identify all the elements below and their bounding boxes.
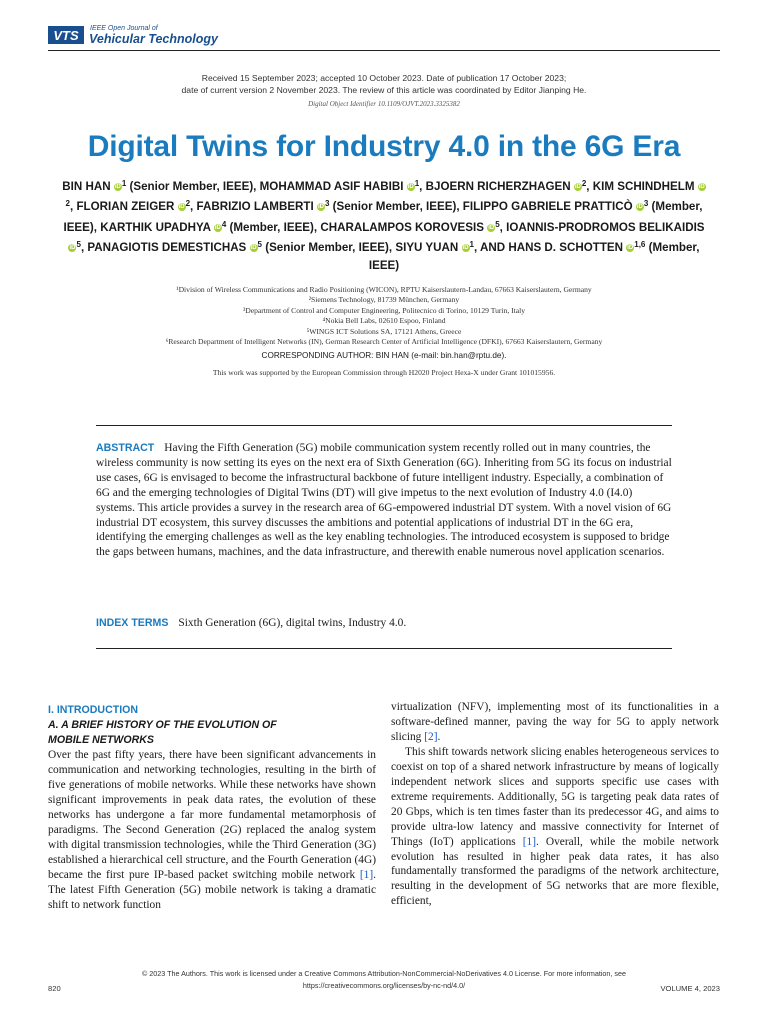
author xyxy=(100,221,317,234)
received-line-2: date of current version 2 November 2023. The review of this article was coordinated by Editor Jianping He. xyxy=(181,85,587,95)
orcid-icon[interactable]: iD xyxy=(627,245,634,252)
subsection-heading-line-1: A. A BRIEF HISTORY OF THE EVOLUTION OF xyxy=(48,719,277,731)
orcid-icon[interactable]: iD xyxy=(574,184,581,190)
subsection-heading-line-2: MOBILE NETWORKS xyxy=(48,734,154,746)
intro-paragraph xyxy=(48,748,376,912)
author-name: IOANNIS-PRODROMOS BELIKAIDIS xyxy=(506,220,705,234)
orcid-icon[interactable]: iD xyxy=(462,245,469,252)
abstract-rule-top xyxy=(96,425,672,426)
author-suffix: (Senior Member, IEEE), xyxy=(126,180,257,193)
paper-title: Digital Twins for Industry 4.0 in the 6G Era xyxy=(87,130,681,163)
intro-text-a: Over the past fifty years, there have been significant advancements in communication and networking technologies, resulting in the birth of five generations of mobile networks. While these networks have shown significant improvements in peak data rates, the evolution of these networks has undergone a far more fundamental metamorphosis of paradigms. The Second Generation (2G) replaced the analog system with digital transmission technologies, while the Third Generation (3G) established a hierarchical cell structure, and the Fourth Generation (4G) became the first pure IP-based packet switching mobile network xyxy=(48,749,376,881)
left-column xyxy=(48,703,376,912)
author-suffix: (Member, IEEE) xyxy=(368,241,700,272)
author xyxy=(62,180,256,193)
author-suffix: , xyxy=(586,180,590,193)
right-text-2b: . Overall, while the mobile network evolution has resulted in higher peak data rates, it has also fundamentally transformed the paradigms of the network architecture, resulting in the development of 5G networks that are more flexible, efficient, xyxy=(391,835,719,908)
affiliation-marker: 2 xyxy=(185,199,191,209)
orcid-icon[interactable]: iD xyxy=(407,184,414,190)
affiliation: ⁶Research Department of Intelligent Networks (IN), German Research Center of Artificial Intelligence (DFKI), 67663 Kaiserslautern, Germany xyxy=(165,337,603,347)
affiliation-marker: 1 xyxy=(414,179,420,188)
affiliation-marker: 3 xyxy=(324,199,330,209)
affiliation-marker: 2 xyxy=(65,199,70,209)
author-name: FLORIAN ZEIGER xyxy=(76,200,175,214)
orcid-icon[interactable]: iD xyxy=(214,224,221,231)
author-name: FABRIZIO LAMBERTI xyxy=(196,200,314,214)
index-terms-label: INDEX TERMS xyxy=(96,617,169,629)
affiliation-marker: 2 xyxy=(581,179,587,188)
author-suffix: , xyxy=(190,200,194,214)
right-text-1a: virtualization (NFV), implementing most of its functionalities in a software-defined manner, paving the way for 5G to apply network slicing xyxy=(391,701,719,743)
header-rule xyxy=(48,50,720,51)
author-name: KARTHIK UPADHYA xyxy=(100,220,211,234)
volume-label: VOLUME 4, 2023 xyxy=(660,984,720,993)
author-suffix: , xyxy=(69,200,74,214)
author-suffix: , xyxy=(473,241,478,255)
right-text-1b: . xyxy=(437,730,441,743)
author-suffix: , xyxy=(499,220,503,234)
logo-text: VTS xyxy=(53,28,79,43)
doi: Digital Object Identifier 10.1109/OJVT.2023.3325382 xyxy=(308,100,460,108)
author-suffix: (Member, IEEE), xyxy=(63,200,703,234)
abstract-rule-bottom xyxy=(96,648,672,649)
license-line-1: © 2023 The Authors. This work is licensed under a Creative Commons Attribution-NonCommercial-NoDerivatives 4.0 License. For more information, see xyxy=(141,969,626,978)
affiliation: ¹Division of Wireless Communications and Radio Positioning (WICON), RPTU Kaiserslautern-Landau, 67663 Kaiserslautern, Germany xyxy=(176,285,592,294)
index-terms-text: Sixth Generation (6G), digital twins, Industry 4.0. xyxy=(178,617,407,629)
journal-prefix: IEEE Open Journal of xyxy=(90,25,158,32)
affiliation: ⁴Nokia Bell Labs, 02610 Espoo, Finland xyxy=(322,316,446,326)
affiliation-marker: 1,6 xyxy=(634,240,646,250)
affiliation-marker: 5 xyxy=(257,240,262,250)
author-suffix: (Senior Member, IEEE), xyxy=(261,241,393,255)
affiliations xyxy=(80,285,688,347)
orcid-icon[interactable]: iD xyxy=(250,245,257,252)
received-info xyxy=(100,72,668,96)
orcid-icon[interactable]: iD xyxy=(698,184,705,190)
corresponding-author: CORRESPONDING AUTHOR: BIN HAN (e-mail: bin.han@rptu.de). xyxy=(261,351,507,360)
author-name: AND HANS D. SCHOTTEN xyxy=(480,241,624,255)
abstract-label: ABSTRACT xyxy=(96,442,155,454)
author-list xyxy=(60,175,708,274)
affiliation: ²Siemens Technology, 81739 München, Germany xyxy=(308,295,460,305)
affiliation: ³Department of Control and Computer Engineering, Politecnico di Torino, 10129 Turin, Italy xyxy=(242,305,526,315)
author-name: SIYU YUAN xyxy=(395,241,459,255)
abstract xyxy=(96,441,672,560)
intro-text-b: . The latest Fifth Generation (5G) mobile network is taking a dramatic shift to network function xyxy=(48,868,376,911)
citation-link[interactable]: [2] xyxy=(424,730,438,743)
abstract-text: Having the Fifth Generation (5G) mobile communication system recently rolled out in many countries, the wireless community is now setting its eyes on the next era of Sixth Generation (6G). Inheriting from 5G its focus on industrial use cases, 6G is envisaged to become the infrastructural backbone of future intelligent industry. Especially, a combination of 6G and the emerging technologies of Digital Twins (DT) will give impetus to the next evolution of Industry 4.0 (I4.0) systems. This article provides a survey in the research area of 6G-empowered industrial DT system. With a novel vision of 6G industrial DT ecosystem, this survey discusses the ambitions and potential applications of industrial DT in the 6G era, identifying the emerging challenges as well as the key enabling technologies. The introduced ecosystem is supposed to bridge the gaps between humans, machines, and the data infrastructure, and therewith enable numerous novel application scenarios. xyxy=(96,442,672,559)
author-name: FILIPPO GABRIELE PRATTICÒ xyxy=(462,200,633,214)
author-name: BJOERN RICHERZHAGEN xyxy=(425,180,571,193)
orcid-icon[interactable]: iD xyxy=(636,204,643,211)
author xyxy=(395,241,477,254)
author-suffix: (Member, IEEE), xyxy=(226,220,318,234)
author-suffix: , xyxy=(419,180,423,193)
author-name: KIM SCHINDHELM xyxy=(592,180,695,193)
orcid-icon[interactable]: iD xyxy=(114,184,121,190)
received-line-1: Received 15 September 2023; accepted 10 October 2023. Date of publication 17 October 2023; xyxy=(201,73,567,83)
license-footer xyxy=(60,968,708,992)
affiliation-marker: 5 xyxy=(76,240,81,250)
right-paragraph-1 xyxy=(391,700,719,745)
right-paragraph-2 xyxy=(391,745,719,909)
journal-name: Vehicular Technology xyxy=(89,32,218,46)
page-number: 820 xyxy=(48,984,61,993)
author-suffix: , xyxy=(80,241,85,255)
affiliation-marker: 1 xyxy=(469,240,474,250)
vts-logo xyxy=(48,26,84,44)
author xyxy=(197,200,460,213)
license-link[interactable]: https://creativecommons.org/licenses/by-nc-nd/4.0/ xyxy=(302,981,466,990)
author-name: MOHAMMAD ASIF HABIBI xyxy=(259,180,404,193)
affiliation-marker: 3 xyxy=(643,199,649,209)
orcid-icon[interactable]: iD xyxy=(317,204,324,211)
author xyxy=(260,180,423,193)
orcid-icon[interactable]: iD xyxy=(69,245,76,252)
section-heading: I. INTRODUCTION xyxy=(48,704,139,716)
author-name: BIN HAN xyxy=(62,180,111,193)
author xyxy=(76,200,193,213)
orcid-icon[interactable]: iD xyxy=(178,204,185,211)
author-name: CHARALAMPOS KOROVESIS xyxy=(320,220,484,234)
affiliation: ⁵WINGS ICT Solutions SA, 17121 Athens, Greece xyxy=(306,326,462,336)
author xyxy=(320,221,503,234)
affiliation-marker: 1 xyxy=(121,179,127,188)
citation-link[interactable]: [1] xyxy=(359,868,374,881)
affiliation-marker: 5 xyxy=(495,219,500,229)
orcid-icon[interactable]: iD xyxy=(488,224,495,231)
right-column xyxy=(391,700,719,909)
author xyxy=(426,180,590,193)
author xyxy=(87,241,392,254)
index-terms xyxy=(96,617,672,629)
funding-note: This work was supported by the European Commission through H2020 Project Hexa-X under Grant 101015956. xyxy=(212,368,556,377)
author-name: PANAGIOTIS DEMESTICHAS xyxy=(87,241,247,255)
right-text-2a: This shift towards network slicing enables heterogeneous services to coexist on top of a shared network infrastructure by means of logically independent network slices and supports specific use cases with extreme requirements. Additionally, 5G is targeting peak data rates of 20 Gbps, which is ten times faster than its predecessor 4G, and aims to provide ultra-low latency and massive connectivity for Internet of Things (IoT) applications xyxy=(391,745,719,848)
author-suffix: (Senior Member, IEEE), xyxy=(329,200,460,214)
affiliation-marker: 4 xyxy=(221,219,227,229)
citation-link[interactable]: [1] xyxy=(522,835,536,848)
